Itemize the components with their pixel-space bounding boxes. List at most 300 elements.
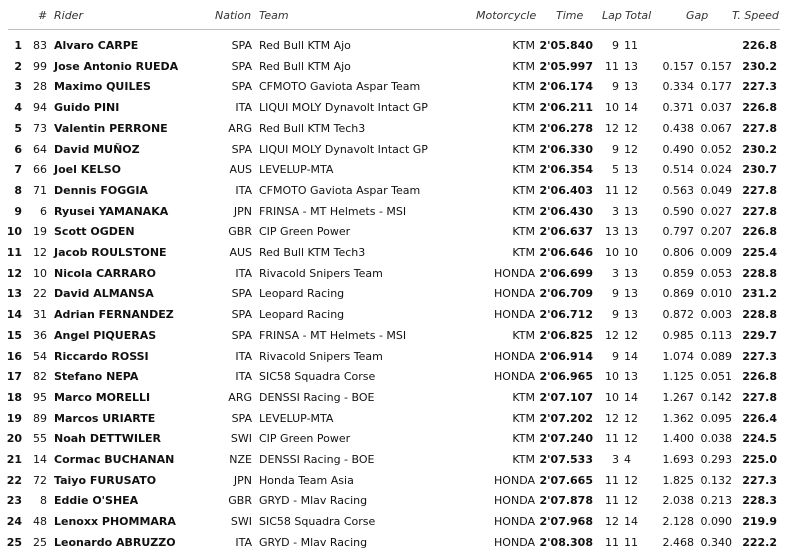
total-laps-cell: 14 — [624, 101, 638, 115]
nation-cell: SPA — [231, 411, 252, 425]
motorcycle-cell: KTM — [512, 80, 535, 94]
top-speed-cell: 231.2 — [742, 287, 777, 301]
rider-name-cell: Scott OGDEN — [54, 225, 135, 239]
table-row — [0, 450, 785, 470]
table-row — [0, 36, 785, 56]
table-row — [0, 284, 785, 304]
team-cell: GRYD - Mlav Racing — [259, 494, 368, 508]
table-row — [0, 77, 785, 97]
gap-first-cell: 1.400 — [662, 432, 694, 446]
nation-cell: SPA — [231, 59, 252, 73]
total-laps-cell: 13 — [624, 204, 638, 218]
lap-cell: 12 — [605, 411, 619, 425]
rider-number-cell: 64 — [33, 142, 47, 156]
lap-time-cell: 2'06.825 — [539, 328, 593, 342]
table-row — [0, 57, 785, 77]
rider-name-cell: David MUÑOZ — [54, 142, 140, 156]
gap-previous-cell: 0.038 — [700, 432, 732, 446]
rider-name-cell: Jose Antonio RUEDA — [54, 59, 179, 73]
rider-number-cell: 72 — [33, 473, 47, 487]
motorcycle-cell: KTM — [512, 121, 535, 135]
lap-time-cell: 2'07.240 — [539, 432, 593, 446]
rider-number-cell: 36 — [33, 328, 47, 342]
top-speed-cell: 224.5 — [742, 432, 777, 446]
rider-name-cell: Noah DETTWILER — [54, 432, 161, 446]
motorcycle-cell: KTM — [512, 328, 535, 342]
top-speed-cell: 227.3 — [742, 349, 777, 363]
header-rider: Rider — [54, 9, 83, 22]
gap-first-cell: 1.693 — [662, 453, 694, 466]
position-cell: 10 — [6, 225, 22, 239]
rider-name-cell: Eddie O'SHEA — [54, 494, 139, 508]
position-cell: 11 — [6, 246, 22, 259]
rider-name-cell: Ryusei YAMANAKA — [54, 204, 169, 218]
position-cell: 1 — [14, 39, 22, 52]
team-cell: FRINSA - MT Helmets - MSI — [259, 328, 407, 342]
gap-first-cell: 0.334 — [662, 80, 694, 94]
table-row — [0, 491, 785, 511]
lap-time-cell: 2'06.403 — [539, 183, 593, 197]
total-laps-cell: 13 — [624, 308, 638, 322]
gap-previous-cell: 0.157 — [700, 59, 732, 73]
gap-previous-cell: 0.010 — [700, 287, 732, 301]
lap-time-cell: 2'07.665 — [539, 473, 593, 487]
total-laps-cell: 11 — [624, 39, 638, 52]
position-cell: 4 — [14, 101, 22, 115]
position-cell: 25 — [6, 535, 22, 549]
total-laps-cell: 13 — [624, 80, 638, 94]
rider-name-cell: Marcos URIARTE — [54, 411, 156, 425]
table-row — [0, 119, 785, 139]
top-speed-cell: 228.8 — [742, 266, 777, 280]
lap-cell: 9 — [612, 80, 619, 94]
top-speed-cell: 226.8 — [742, 370, 777, 384]
lap-cell: 3 — [612, 266, 619, 280]
rider-number-cell: 82 — [33, 370, 47, 384]
team-cell: CFMOTO Gaviota Aspar Team — [259, 80, 421, 94]
rider-number-cell: 99 — [33, 59, 47, 73]
total-laps-cell: 13 — [624, 287, 638, 301]
lap-time-cell: 2'06.646 — [539, 246, 593, 259]
rider-number-cell: 83 — [33, 39, 47, 52]
nation-cell: ITA — [235, 266, 252, 280]
top-speed-cell: 227.3 — [742, 473, 777, 487]
nation-cell: SWI — [230, 515, 252, 529]
gap-previous-cell: 0.049 — [700, 183, 732, 197]
position-cell: 17 — [6, 370, 22, 384]
gap-first-cell: 1.125 — [662, 370, 694, 384]
gap-previous-cell: 0.024 — [700, 163, 732, 177]
header-divider — [8, 29, 780, 30]
rider-name-cell: Riccardo ROSSI — [54, 349, 149, 363]
motorcycle-cell: KTM — [512, 390, 535, 404]
motorcycle-cell: HONDA — [494, 266, 535, 280]
motorcycle-cell: KTM — [512, 246, 535, 259]
table-row — [0, 222, 785, 242]
lap-time-cell: 2'06.637 — [539, 225, 593, 239]
motorcycle-cell: KTM — [512, 142, 535, 156]
lap-cell: 3 — [612, 204, 619, 218]
gap-previous-cell: 0.095 — [700, 411, 732, 425]
lap-time-cell: 2'06.278 — [539, 121, 593, 135]
lap-cell: 3 — [612, 453, 619, 466]
top-speed-cell: 230.7 — [742, 163, 777, 177]
header-gap: Gap — [686, 9, 709, 22]
position-cell: 2 — [14, 59, 22, 73]
header-position: # — [38, 9, 48, 22]
table-row — [0, 140, 785, 160]
nation-cell: GBR — [228, 225, 252, 239]
rider-number-cell: 8 — [40, 494, 47, 508]
top-speed-cell: 227.3 — [742, 80, 777, 94]
motorcycle-cell: HONDA — [494, 308, 535, 322]
lap-time-cell: 2'07.107 — [539, 390, 593, 404]
top-speed-cell: 229.7 — [742, 328, 777, 342]
table-row — [0, 181, 785, 201]
lap-time-cell: 2'05.997 — [539, 59, 593, 73]
top-speed-cell: 230.2 — [742, 142, 777, 156]
nation-cell: ITA — [235, 183, 252, 197]
team-cell: CFMOTO Gaviota Aspar Team — [259, 183, 421, 197]
rider-name-cell: Valentin PERRONE — [54, 121, 168, 135]
lap-time-cell: 2'06.699 — [539, 266, 593, 280]
top-speed-cell: 226.8 — [742, 225, 777, 239]
rider-name-cell: David ALMANSA — [54, 287, 154, 301]
lap-time-cell: 2'06.914 — [539, 349, 593, 363]
rider-number-cell: 25 — [33, 535, 47, 549]
motorcycle-cell: HONDA — [494, 370, 535, 384]
total-laps-cell: 12 — [624, 494, 638, 508]
rider-number-cell: 14 — [33, 453, 47, 466]
rider-name-cell: Joel KELSO — [54, 163, 122, 177]
top-speed-cell: 227.8 — [742, 390, 777, 404]
top-speed-cell: 226.8 — [742, 39, 777, 52]
gap-previous-cell: 0.213 — [700, 494, 732, 508]
total-laps-cell: 4 — [624, 453, 631, 466]
rider-number-cell: 55 — [33, 432, 47, 446]
gap-first-cell: 0.797 — [662, 225, 694, 239]
nation-cell: SPA — [231, 287, 252, 301]
team-cell: SIC58 Squadra Corse — [259, 370, 376, 384]
gap-first-cell: 2.468 — [662, 535, 694, 549]
rider-name-cell: Marco MORELLI — [54, 390, 151, 404]
table-row — [0, 512, 785, 532]
nation-cell: SPA — [231, 308, 252, 322]
motorcycle-cell: KTM — [512, 453, 535, 466]
lap-cell: 9 — [612, 287, 619, 301]
position-cell: 24 — [6, 515, 22, 529]
nation-cell: SPA — [231, 328, 252, 342]
nation-cell: JPN — [233, 204, 252, 218]
gap-first-cell: 1.362 — [662, 411, 694, 425]
gap-first-cell: 0.869 — [662, 287, 694, 301]
rider-number-cell: 22 — [33, 287, 47, 301]
motorcycle-cell: KTM — [512, 183, 535, 197]
rider-number-cell: 28 — [33, 80, 47, 94]
nation-cell: ITA — [235, 349, 252, 363]
nation-cell: AUS — [229, 246, 252, 259]
team-cell: Rivacold Snipers Team — [259, 349, 383, 363]
top-speed-cell: 230.2 — [742, 59, 777, 73]
motorcycle-cell: KTM — [512, 163, 535, 177]
lap-time-cell: 2'06.174 — [539, 80, 593, 94]
motorcycle-cell: HONDA — [494, 515, 535, 529]
motorcycle-cell: HONDA — [494, 535, 535, 549]
position-cell: 7 — [14, 163, 22, 177]
team-cell: LEVELUP-MTA — [259, 411, 334, 425]
rider-name-cell: Maximo QUILES — [54, 80, 151, 94]
gap-previous-cell: 0.052 — [700, 142, 732, 156]
gap-previous-cell: 0.037 — [700, 101, 732, 115]
rider-name-cell: Adrian FERNANDEZ — [54, 308, 174, 322]
nation-cell: ARG — [228, 390, 252, 404]
team-cell: Red Bull KTM Ajo — [259, 59, 351, 73]
total-laps-cell: 12 — [624, 432, 638, 446]
rider-number-cell: 6 — [40, 204, 47, 218]
total-laps-cell: 14 — [624, 349, 638, 363]
rider-name-cell: Angel PIQUERAS — [54, 328, 157, 342]
top-speed-cell: 225.4 — [742, 246, 777, 259]
gap-first-cell: 2.128 — [662, 515, 694, 529]
lap-cell: 12 — [605, 328, 619, 342]
nation-cell: ARG — [228, 121, 252, 135]
lap-cell: 9 — [612, 308, 619, 322]
team-cell: Red Bull KTM Tech3 — [259, 246, 366, 259]
motorcycle-cell: KTM — [512, 39, 535, 52]
total-laps-cell: 13 — [624, 163, 638, 177]
rider-name-cell: Alvaro CARPE — [54, 39, 139, 52]
position-cell: 6 — [14, 142, 22, 156]
gap-previous-cell: 0.089 — [700, 349, 732, 363]
rider-name-cell: Guido PINI — [54, 101, 120, 115]
team-cell: DENSSI Racing - BOE — [259, 453, 375, 466]
top-speed-cell: 227.8 — [742, 121, 777, 135]
table-row — [0, 98, 785, 118]
total-laps-cell: 12 — [624, 121, 638, 135]
gap-first-cell: 0.806 — [662, 246, 694, 259]
table-row — [0, 533, 785, 553]
total-laps-cell: 10 — [624, 246, 638, 259]
lap-cell: 12 — [605, 515, 619, 529]
table-row — [0, 388, 785, 408]
team-cell: Red Bull KTM Tech3 — [259, 121, 366, 135]
motorcycle-cell: KTM — [512, 225, 535, 239]
nation-cell: SPA — [231, 39, 252, 52]
rider-number-cell: 48 — [33, 515, 47, 529]
total-laps-cell: 12 — [624, 411, 638, 425]
position-cell: 15 — [6, 328, 22, 342]
nation-cell: SPA — [231, 80, 252, 94]
table-row — [0, 347, 785, 367]
position-cell: 18 — [6, 390, 22, 404]
gap-first-cell: 0.490 — [662, 142, 694, 156]
position-cell: 16 — [6, 349, 22, 363]
nation-cell: JPN — [233, 473, 252, 487]
lap-time-cell: 2'05.840 — [539, 39, 593, 52]
gap-first-cell: 2.038 — [662, 494, 694, 508]
lap-cell: 5 — [612, 163, 619, 177]
lap-time-cell: 2'06.330 — [539, 142, 593, 156]
rider-number-cell: 94 — [33, 101, 47, 115]
team-cell: Leopard Racing — [259, 308, 345, 322]
rider-name-cell: Nicola CARRARO — [54, 266, 156, 280]
top-speed-cell: 222.2 — [742, 535, 777, 549]
position-cell: 23 — [6, 494, 22, 508]
nation-cell: ITA — [235, 101, 252, 115]
gap-first-cell: 0.859 — [662, 266, 694, 280]
lap-time-cell: 2'06.211 — [539, 101, 593, 115]
rider-name-cell: Dennis FOGGIA — [54, 183, 148, 197]
table-row — [0, 367, 785, 387]
gap-previous-cell: 0.340 — [700, 535, 732, 549]
gap-previous-cell: 0.003 — [700, 308, 732, 322]
lap-cell: 13 — [605, 225, 619, 239]
rider-number-cell: 66 — [33, 163, 47, 177]
team-cell: CIP Green Power — [259, 432, 351, 446]
total-laps-cell: 12 — [624, 183, 638, 197]
table-row — [0, 305, 785, 325]
gap-first-cell: 0.157 — [662, 59, 694, 73]
lap-cell: 11 — [605, 494, 619, 508]
team-cell: SIC58 Squadra Corse — [259, 515, 376, 529]
motorcycle-cell: HONDA — [494, 494, 535, 508]
total-laps-cell: 13 — [624, 370, 638, 384]
rider-name-cell: Leonardo ABRUZZO — [54, 535, 176, 549]
lap-cell: 12 — [605, 121, 619, 135]
top-speed-cell: 228.3 — [742, 494, 777, 508]
header-team: Team — [259, 9, 289, 22]
total-laps-cell: 11 — [624, 535, 638, 549]
gap-first-cell: 0.563 — [662, 183, 694, 197]
gap-previous-cell: 0.132 — [700, 473, 732, 487]
gap-first-cell: 0.590 — [662, 204, 694, 218]
team-cell: DENSSI Racing - BOE — [259, 390, 375, 404]
motorcycle-cell: KTM — [512, 432, 535, 446]
total-laps-cell: 13 — [624, 225, 638, 239]
table-row — [0, 264, 785, 284]
gap-previous-cell: 0.113 — [700, 328, 732, 342]
lap-time-cell: 2'08.308 — [539, 535, 593, 549]
position-cell: 8 — [14, 183, 22, 197]
motorcycle-cell: KTM — [512, 411, 535, 425]
rider-name-cell: Stefano NEPA — [54, 370, 139, 384]
total-laps-cell: 12 — [624, 142, 638, 156]
lap-time-cell: 2'06.965 — [539, 370, 593, 384]
gap-previous-cell: 0.051 — [700, 370, 732, 384]
lap-time-cell: 2'07.968 — [539, 515, 593, 529]
total-laps-cell: 14 — [624, 515, 638, 529]
motorcycle-cell: KTM — [512, 204, 535, 218]
motorcycle-cell: HONDA — [494, 287, 535, 301]
table-row — [0, 326, 785, 346]
table-header — [0, 0, 785, 30]
top-speed-cell: 227.8 — [742, 204, 777, 218]
gap-previous-cell: 0.027 — [700, 204, 732, 218]
lap-time-cell: 2'06.430 — [539, 204, 593, 218]
top-speed-cell: 228.8 — [742, 308, 777, 322]
header-time: Time — [556, 9, 584, 22]
position-cell: 20 — [6, 432, 22, 446]
header-top-speed: T. Speed — [732, 9, 779, 22]
gap-first-cell: 1.825 — [662, 473, 694, 487]
gap-previous-cell: 0.293 — [700, 453, 732, 466]
table-row — [0, 429, 785, 449]
top-speed-cell: 225.0 — [742, 453, 777, 466]
header-nation: Nation — [215, 9, 252, 22]
rider-name-cell: Taiyo FURUSATO — [54, 473, 157, 487]
top-speed-cell: 227.8 — [742, 183, 777, 197]
rider-number-cell: 95 — [33, 390, 47, 404]
header-total: Total — [625, 9, 652, 22]
rider-number-cell: 10 — [33, 266, 47, 280]
lap-cell: 9 — [612, 349, 619, 363]
lap-cell: 11 — [605, 535, 619, 549]
gap-first-cell: 0.514 — [662, 163, 694, 177]
motorcycle-cell: KTM — [512, 59, 535, 73]
position-cell: 21 — [6, 453, 22, 466]
gap-first-cell: 1.074 — [662, 349, 694, 363]
table-row — [0, 202, 785, 222]
gap-first-cell: 0.371 — [662, 101, 694, 115]
rider-number-cell: 71 — [33, 183, 47, 197]
position-cell: 13 — [6, 287, 22, 301]
gap-first-cell: 0.985 — [662, 328, 694, 342]
gap-previous-cell: 0.177 — [700, 80, 732, 94]
lap-cell: 11 — [605, 432, 619, 446]
top-speed-cell: 226.4 — [742, 411, 777, 425]
position-cell: 19 — [6, 411, 22, 425]
top-speed-cell: 226.8 — [742, 101, 777, 115]
gap-first-cell: 0.438 — [662, 121, 694, 135]
total-laps-cell: 12 — [624, 328, 638, 342]
lap-cell: 10 — [605, 370, 619, 384]
rider-name-cell: Cormac BUCHANAN — [54, 453, 175, 466]
rider-number-cell: 73 — [33, 121, 47, 135]
position-cell: 14 — [6, 308, 22, 322]
team-cell: Honda Team Asia — [259, 473, 354, 487]
header-lap: Lap — [602, 9, 622, 22]
lap-time-cell: 2'07.878 — [539, 494, 593, 508]
lap-cell: 10 — [605, 101, 619, 115]
nation-cell: SPA — [231, 142, 252, 156]
lap-cell: 10 — [605, 390, 619, 404]
nation-cell: AUS — [229, 163, 252, 177]
rider-name-cell: Jacob ROULSTONE — [54, 246, 167, 259]
lap-cell: 9 — [612, 39, 619, 52]
position-cell: 3 — [14, 80, 22, 94]
position-cell: 5 — [14, 121, 22, 135]
total-laps-cell: 13 — [624, 59, 638, 73]
team-cell: LIQUI MOLY Dynavolt Intact GP — [259, 142, 428, 156]
lap-cell: 10 — [605, 246, 619, 259]
total-laps-cell: 13 — [624, 266, 638, 280]
nation-cell: ITA — [235, 370, 252, 384]
team-cell: Leopard Racing — [259, 287, 345, 301]
rider-number-cell: 31 — [33, 308, 47, 322]
lap-time-cell: 2'07.533 — [539, 453, 593, 466]
total-laps-cell: 12 — [624, 473, 638, 487]
team-cell: LEVELUP-MTA — [259, 163, 334, 177]
gap-previous-cell: 0.067 — [700, 121, 732, 135]
gap-previous-cell: 0.053 — [700, 266, 732, 280]
nation-cell: GBR — [228, 494, 252, 508]
table-row — [0, 471, 785, 491]
team-cell: CIP Green Power — [259, 225, 351, 239]
team-cell: LIQUI MOLY Dynavolt Intact GP — [259, 101, 428, 115]
header-motorcycle: Motorcycle — [476, 9, 537, 22]
position-cell: 12 — [6, 266, 22, 280]
gap-first-cell: 1.267 — [662, 390, 694, 404]
